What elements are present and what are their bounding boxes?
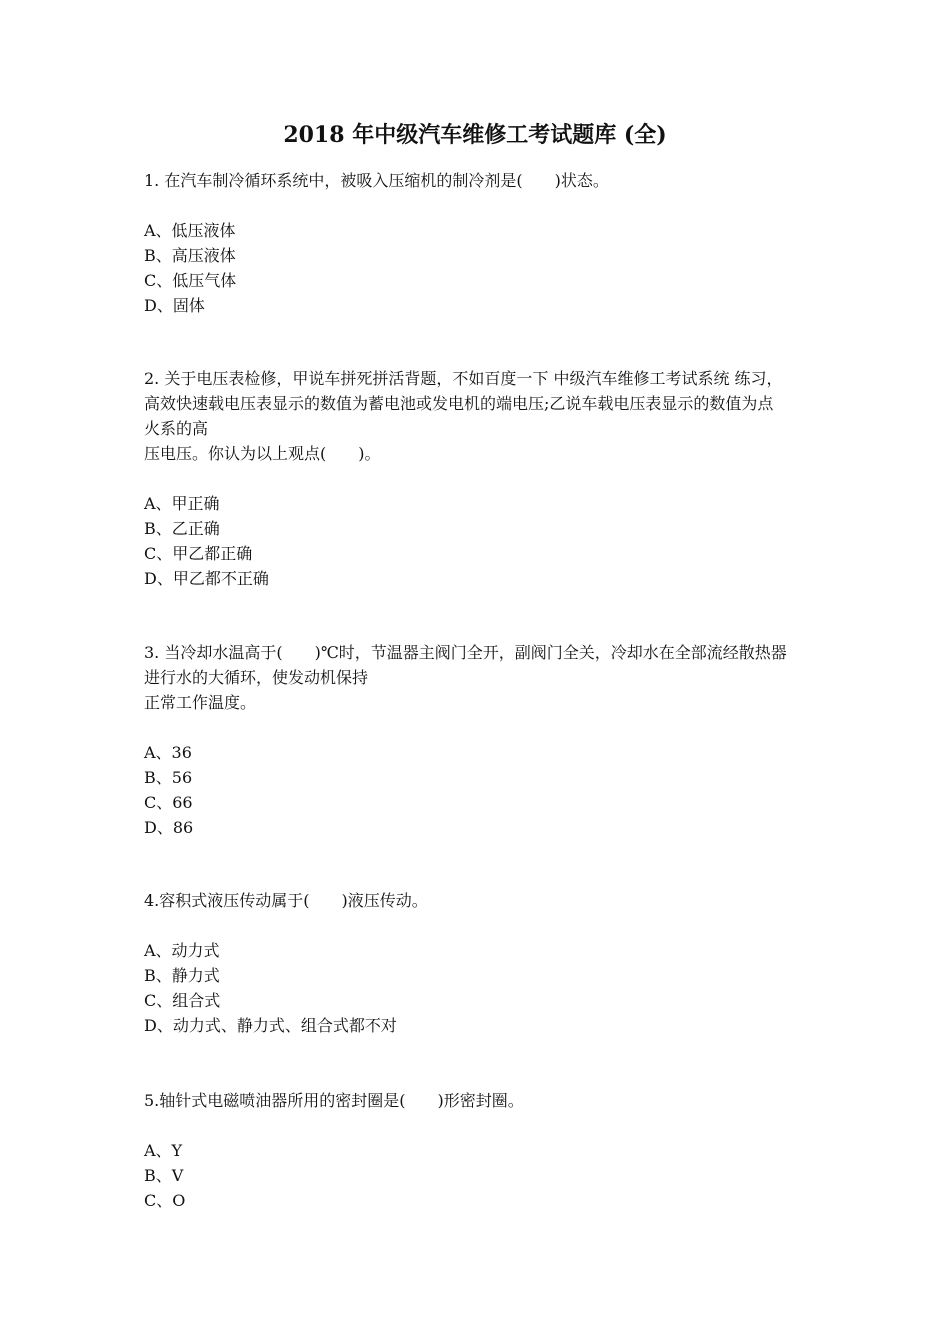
answer-option: A、36	[144, 743, 192, 762]
answer-option: C、低压气体	[144, 271, 237, 290]
answer-option: B、乙正确	[144, 519, 220, 538]
answer-option: A、低压液体	[144, 221, 236, 240]
answer-option: B、高压液体	[144, 246, 236, 265]
question-text-line: 正常工作温度。	[144, 693, 257, 712]
spacer	[144, 1113, 824, 1138]
answer-option: A、动力式	[144, 941, 220, 960]
answer-option: D、动力式、静力式、组合式都不对	[144, 1016, 397, 1035]
spacer	[144, 466, 824, 491]
question-text-line: 5.轴针式电磁喷油器所用的密封圈是( )形密封圈。	[144, 1091, 524, 1110]
question-text-line: 进行水的大循环，使发动机保持	[144, 668, 369, 687]
answer-option: A、Y	[144, 1141, 183, 1160]
question-text-line: 1. 在汽车制冷循环系统中，被吸入压缩机的制冷剂是( )状态。	[144, 171, 609, 190]
question-text-line: 压电压。你认为以上观点( )。	[144, 444, 381, 463]
answer-option: D、固体	[144, 296, 205, 315]
question-4	[144, 888, 824, 1038]
spacer	[144, 715, 824, 740]
question-text-line: 火系的高	[144, 419, 209, 438]
spacer	[144, 913, 824, 938]
question-text-line: 4.容积式液压传动属于( )液压传动。	[144, 891, 428, 910]
document-title: 2018 年中级汽车维修工考试题库 (全)	[283, 122, 667, 148]
question-3	[144, 640, 824, 840]
question-5	[144, 1088, 824, 1213]
question-1	[144, 168, 824, 318]
answer-option: C、66	[144, 793, 193, 812]
question-text-line: 3. 当冷却水温高于( )℃时，节温器主阀门全开，副阀门全关，冷却水在全部流经散热器	[144, 643, 787, 662]
question-2	[144, 366, 824, 591]
answer-option: C、O	[144, 1191, 186, 1210]
spacer	[144, 193, 824, 218]
answer-option: C、甲乙都正确	[144, 544, 253, 563]
question-text-line: 高效快速载电压表显示的数值为蓄电池或发电机的端电压;乙说车载电压表显示的数值为点	[144, 394, 774, 413]
answer-option: B、静力式	[144, 966, 220, 985]
answer-option: C、组合式	[144, 991, 221, 1010]
answer-option: D、甲乙都不正确	[144, 569, 269, 588]
answer-option: B、V	[144, 1166, 184, 1185]
answer-option: D、86	[144, 818, 194, 837]
answer-option: B、56	[144, 768, 193, 787]
question-text-line: 2. 关于电压表检修，甲说车拼死拼活背题，不如百度一下 中级汽车维修工考试系统 练习，	[144, 369, 783, 388]
answer-option: A、甲正确	[144, 494, 220, 513]
